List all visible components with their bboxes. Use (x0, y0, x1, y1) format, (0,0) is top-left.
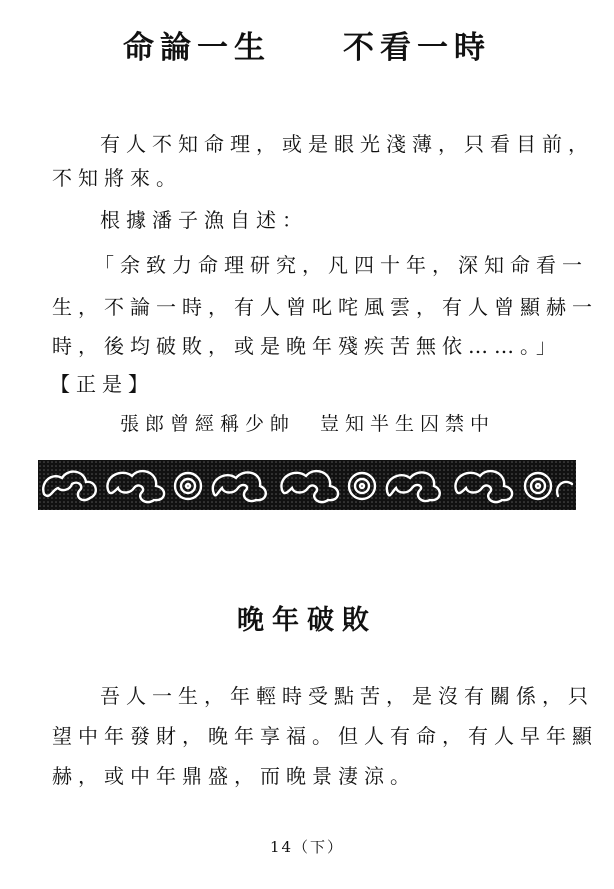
section-heading: 晚年破敗 (237, 605, 377, 636)
poem-couplet: 張郎曾經稱少帥 豈知半生囚禁中 (120, 413, 496, 435)
paragraph-2-line-2: 望中年發財，晚年享福。但人有命，有人早年顯 (52, 724, 598, 748)
chapter-heading (0, 22, 614, 67)
quote-line-1: 「余致力命理研究，凡四十年，深知命看一 (94, 253, 588, 277)
quote-line-2: 生，不論一時，有人曾叱咤風雲，有人曾顯赫一 (52, 295, 598, 319)
source-line: 根據潘子漁自述： (100, 208, 308, 232)
heading-part-1: 命論一生 (123, 30, 271, 66)
heading-part-2: 不看一時 (343, 30, 491, 66)
paragraph-1-line-2: 不知將來。 (52, 166, 182, 190)
cloud-ornament-band (38, 460, 576, 510)
paragraph-2-line-3: 赫，或中年鼎盛，而晚景淒涼。 (52, 764, 416, 788)
page-number: 14（下） (269, 838, 345, 856)
paragraph-1-line-1: 有人不知命理，或是眼光淺薄，只看目前， (100, 132, 594, 156)
zhengshi-label: 【正是】 (50, 372, 154, 396)
quote-line-3: 時，後均破敗，或是晚年殘疾苦無依……。」 (52, 334, 562, 358)
paragraph-2-line-1: 吾人一生，年輕時受點苦，是沒有關係，只 (100, 684, 594, 708)
